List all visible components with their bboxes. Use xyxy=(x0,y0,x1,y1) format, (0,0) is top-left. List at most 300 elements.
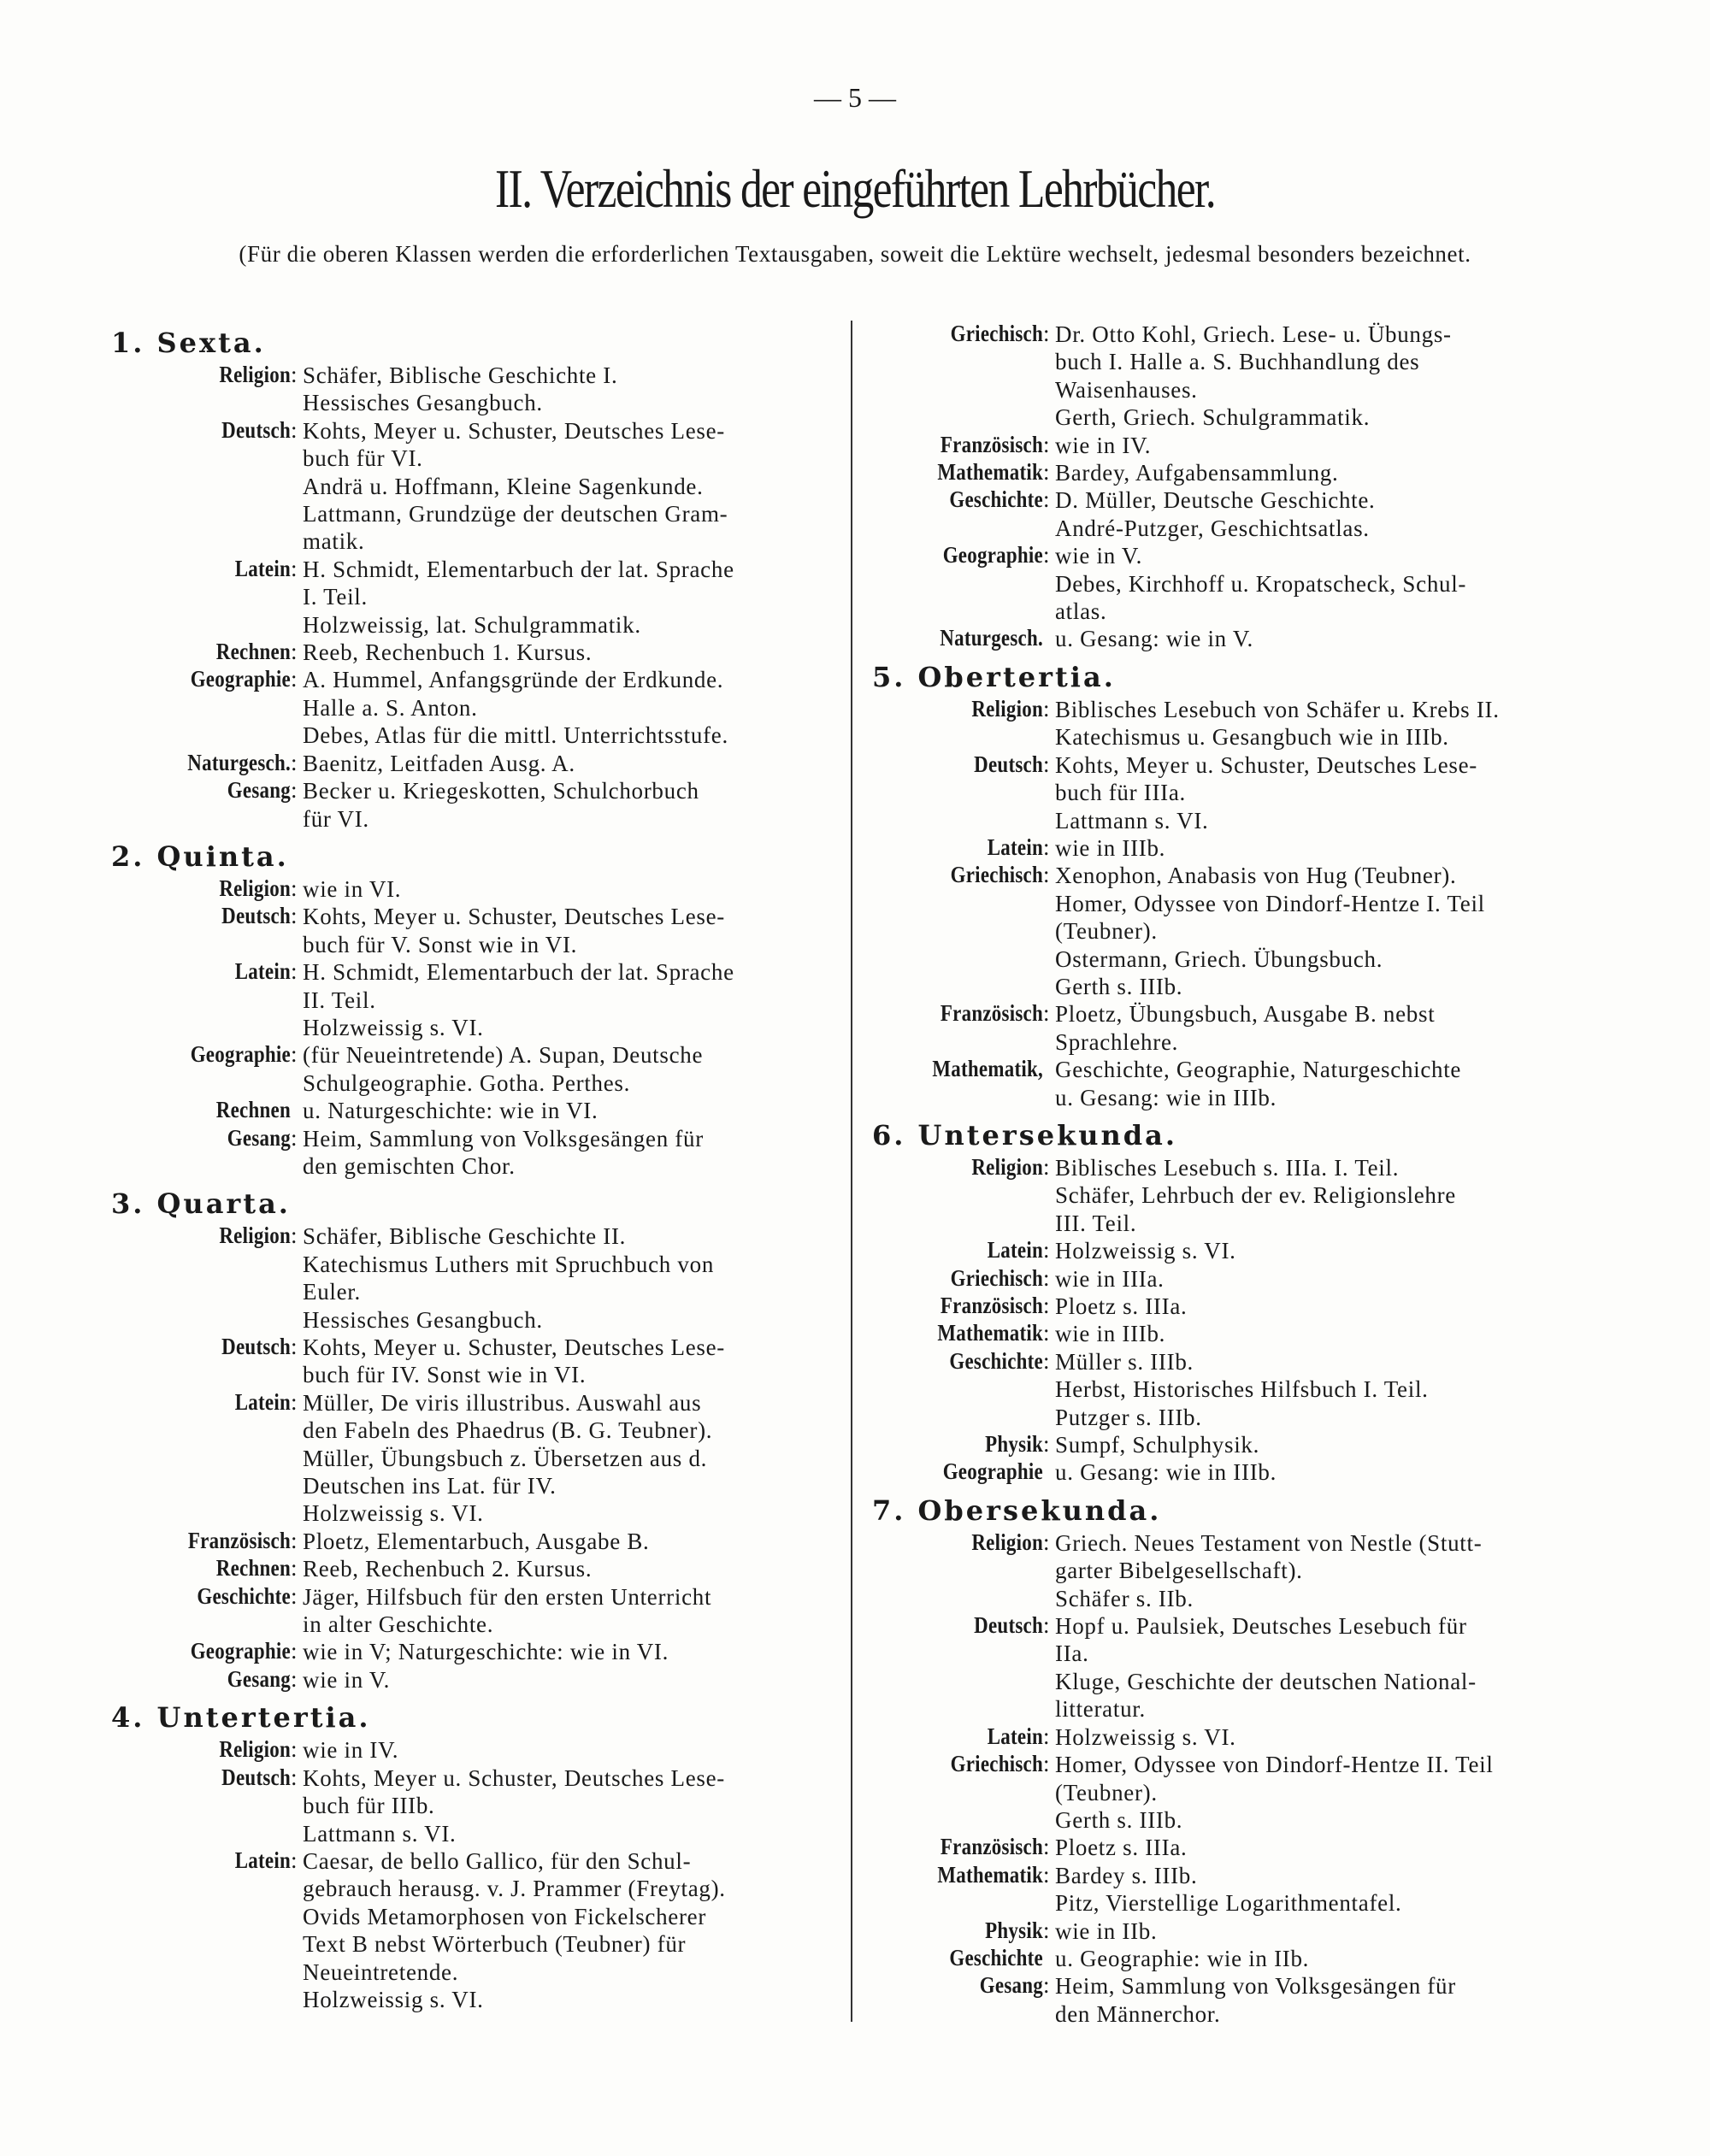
subject-colon: : xyxy=(291,362,298,387)
subject-entry xyxy=(872,1834,1595,1861)
book-line: Schulgeographie. Gotha. Perthes. xyxy=(303,1069,631,1096)
subject-colon: : xyxy=(1043,751,1050,777)
subject-colon: : xyxy=(1043,695,1050,722)
book-line: Müller, De viris illustribus. Auswahl aus xyxy=(303,1389,702,1416)
column-divider xyxy=(851,321,852,2022)
book-line: Heim, Sammlung von Volksgesängen für xyxy=(1055,1973,1456,2000)
book-line: den Fabeln des Phaedrus (B. G. Teubner). xyxy=(303,1417,713,1444)
subject-colon: : xyxy=(291,1736,298,1763)
book-line: Sprachlehre. xyxy=(1055,1028,1179,1055)
subject-colon: : xyxy=(1043,1320,1050,1346)
book-line: u. Gesang: wie in V. xyxy=(1055,626,1253,652)
subject-colon: : xyxy=(1043,834,1050,860)
book-line: Kluge, Geschichte der deutschen National- xyxy=(1055,1668,1477,1694)
book-list xyxy=(1055,1458,1595,1486)
class-section xyxy=(872,321,1595,653)
subject-entry xyxy=(872,625,1595,652)
section-heading: 4. Untertertia. xyxy=(111,1701,371,1735)
book-line: Holzweissig s. VI. xyxy=(303,1014,484,1040)
subject-colon xyxy=(1043,625,1055,652)
book-line: Pitz, Vierstellige Logarithmentafel. xyxy=(1055,1890,1402,1917)
book-line: Kohts, Meyer u. Schuster, Deutsches Lese- xyxy=(303,904,726,930)
subject-label: Religion xyxy=(219,1222,291,1249)
book-list xyxy=(1055,1431,1595,1458)
book-line: Gerth s. IIIb. xyxy=(1055,1806,1183,1833)
subject-colon: : xyxy=(291,1764,298,1790)
subject-colon: : xyxy=(291,1388,298,1415)
book-line: Gerth s. IIIb. xyxy=(1055,973,1183,999)
subject-entry xyxy=(111,1222,838,1334)
subject-entry xyxy=(872,1529,1595,1612)
subject-colon: : xyxy=(1043,1972,1050,1999)
subject-label: Geschichte xyxy=(949,1347,1043,1374)
subject-label: Religion xyxy=(219,875,291,901)
subject-label: Rechnen xyxy=(215,1555,291,1582)
book-list xyxy=(303,362,838,417)
subject-colon: : xyxy=(1043,1237,1050,1264)
subject-entry xyxy=(111,1097,838,1124)
book-line: litteratur. xyxy=(1055,1696,1146,1723)
subject-entry xyxy=(872,1320,1595,1347)
class-section xyxy=(111,1185,838,1694)
book-list xyxy=(303,1528,838,1555)
book-list xyxy=(1055,486,1595,542)
subject-entry xyxy=(111,1555,838,1582)
subject-colon: : xyxy=(291,1582,298,1609)
book-line: wie in IIIb. xyxy=(1055,1321,1166,1347)
book-line: Hessisches Gesangbuch. xyxy=(303,1306,543,1333)
subject-colon: : xyxy=(291,1124,298,1151)
book-line: Neueintretende. xyxy=(303,1959,459,1985)
book-line: u. Geographie: wie in IIb. xyxy=(1055,1945,1310,1971)
book-line: II. Teil. xyxy=(303,987,376,1013)
subject-label: Französisch xyxy=(940,1293,1043,1318)
subject-entry xyxy=(872,459,1595,486)
book-line: wie in IV. xyxy=(303,1737,399,1764)
book-line: Lattmann s. VI. xyxy=(1055,807,1209,834)
book-list xyxy=(1055,432,1595,459)
book-line: Sumpf, Schulphysik. xyxy=(1055,1432,1260,1458)
book-list xyxy=(1055,1862,1595,1917)
subject-label: Religion xyxy=(219,1736,291,1763)
subject-label: Griechisch xyxy=(950,1751,1043,1777)
book-list xyxy=(1055,834,1595,862)
subject-entry xyxy=(872,1056,1595,1111)
book-line: Holzweissig, lat. Schulgrammatik. xyxy=(303,611,641,638)
book-line: Deutschen ins Lat. für IV. xyxy=(303,1473,557,1499)
book-line: Becker u. Kriegeskotten, Schulchorbuch xyxy=(303,778,699,804)
subject-label: Geschichte xyxy=(197,1582,291,1609)
book-list xyxy=(1055,1529,1595,1612)
subject-label: Gesang xyxy=(979,1972,1043,1999)
subject-label: Latein xyxy=(234,1847,291,1873)
book-line: Debes, Kirchhoff u. Kropatscheck, Schul- xyxy=(1055,570,1467,597)
subject-colon: : xyxy=(291,875,298,901)
book-line: Schäfer, Biblische Geschichte I. xyxy=(303,362,618,388)
subject-label: Griechisch xyxy=(950,321,1043,346)
subject-label: Rechnen xyxy=(215,639,291,665)
subject-entry xyxy=(111,1847,838,2013)
book-line: Geschichte, Geographie, Naturgeschichte xyxy=(1055,1057,1462,1083)
subject-entry xyxy=(872,1154,1595,1237)
book-line: (Teubner). xyxy=(1055,1779,1158,1806)
class-section xyxy=(872,1116,1595,1487)
book-list xyxy=(303,1222,838,1334)
section-heading: 3. Quarta. xyxy=(111,1187,291,1221)
subject-colon: : xyxy=(1043,1347,1050,1374)
book-list xyxy=(1055,1320,1595,1347)
book-line: Biblisches Lesebuch von Schäfer u. Krebs II. xyxy=(1055,696,1500,722)
book-line: Reeb, Rechenbuch 1. Kursus. xyxy=(303,639,593,666)
subject-colon: : xyxy=(291,1665,298,1692)
book-line: Katechismus u. Gesangbuch wie in IIIb. xyxy=(1055,724,1449,751)
subject-label: Geographie xyxy=(190,666,291,692)
subject-entry xyxy=(872,1293,1595,1320)
subject-label: Griechisch xyxy=(950,1264,1043,1291)
subject-label: Deutsch xyxy=(221,903,291,929)
subject-colon xyxy=(1043,1056,1055,1111)
book-line: Putzger s. IIIb. xyxy=(1055,1404,1202,1430)
subject-entry xyxy=(872,1458,1595,1486)
section-heading: 1. Sexta. xyxy=(111,327,266,359)
subject-label: Griechisch xyxy=(950,862,1043,888)
subject-label: Latein xyxy=(234,555,291,581)
subject-entry xyxy=(872,432,1595,459)
class-section xyxy=(872,1492,1595,2028)
book-line: buch für V. Sonst wie in VI. xyxy=(303,931,578,957)
book-line: H. Schmidt, Elementarbuch der lat. Sprache xyxy=(303,959,734,986)
book-line: wie in IIIb. xyxy=(1055,834,1166,861)
subject-entry xyxy=(111,1666,838,1694)
subject-entry xyxy=(111,1583,838,1639)
subject-entry xyxy=(111,875,838,903)
subject-entry xyxy=(872,1917,1595,1945)
subject-entry xyxy=(872,1237,1595,1264)
book-list xyxy=(303,1666,838,1694)
book-line: gebrauch herausg. v. J. Prammer (Freytag). xyxy=(303,1876,726,1902)
book-list xyxy=(303,417,838,556)
book-line: Baenitz, Leitfaden Ausg. A. xyxy=(303,750,575,776)
subject-colon: : xyxy=(291,416,298,443)
right-column xyxy=(872,321,1595,2033)
book-line: Halle a. S. Anton. xyxy=(303,694,478,721)
subject-colon: : xyxy=(291,1555,298,1582)
subject-label: Französisch xyxy=(940,1834,1043,1860)
book-line: Schäfer s. IIb. xyxy=(1055,1585,1194,1611)
subject-colon: : xyxy=(291,903,298,929)
book-line: Ploetz s. IIIa. xyxy=(1055,1835,1188,1861)
subject-label: Deutsch xyxy=(221,416,291,443)
book-line: Herbst, Historisches Hilfsbuch I. Teil. xyxy=(1055,1376,1429,1403)
book-list xyxy=(1055,1056,1595,1111)
subject-colon: : xyxy=(291,958,298,985)
subject-label: Latein xyxy=(987,1237,1043,1264)
subject-label: Mathematik xyxy=(937,1861,1043,1888)
book-line: Ploetz s. IIIa. xyxy=(1055,1293,1188,1319)
subject-colon: : xyxy=(1043,1153,1050,1180)
book-list xyxy=(1055,1237,1595,1264)
subject-entry xyxy=(111,750,838,777)
book-list xyxy=(1055,1972,1595,2028)
book-line: Griech. Neues Testament von Nestle (Stutt- xyxy=(1055,1529,1483,1556)
book-line: Schäfer, Biblische Geschichte II. xyxy=(303,1223,627,1250)
subject-colon: : xyxy=(1043,1751,1050,1777)
subject-label: Naturgesch. xyxy=(187,749,291,775)
subject-entry xyxy=(111,958,838,1041)
book-line: u. Naturgeschichte: wie in VI. xyxy=(303,1098,598,1124)
class-section xyxy=(111,838,838,1180)
subject-colon xyxy=(1043,1458,1055,1486)
book-line: IIa. xyxy=(1055,1641,1089,1667)
book-list xyxy=(303,1555,838,1582)
subject-entry xyxy=(872,1945,1595,1972)
subject-colon: : xyxy=(291,1847,298,1873)
book-line: Bardey s. IIIb. xyxy=(1055,1862,1198,1888)
book-line: Katechismus Luthers mit Spruchbuch von xyxy=(303,1251,715,1277)
subject-colon: : xyxy=(1043,1293,1050,1318)
book-list xyxy=(303,1847,838,2013)
subject-colon: : xyxy=(1043,321,1050,346)
subject-label: Mathematik xyxy=(937,459,1043,486)
book-list xyxy=(303,903,838,958)
book-line: Xenophon, Anabasis von Hug (Teubner). xyxy=(1055,863,1457,889)
subtitle-note: (Für die oberen Klassen werden die erforderlichen Textausgaben, soweit die Lektüre wechselt, jedesmal besonders bezeichnet. xyxy=(239,241,1471,267)
subject-entry xyxy=(872,1751,1595,1834)
book-line: garter Bibelgesellschaft). xyxy=(1055,1558,1303,1584)
left-column xyxy=(111,321,838,2018)
subject-label: Gesang xyxy=(227,1124,291,1151)
book-list xyxy=(1055,751,1595,834)
book-list xyxy=(1055,1723,1595,1751)
page-number: — 5 — xyxy=(814,82,896,113)
book-list xyxy=(1055,1834,1595,1861)
subject-label: Latein xyxy=(987,834,1043,860)
book-list xyxy=(1055,1751,1595,1834)
book-line: III. Teil. xyxy=(1055,1210,1137,1236)
subject-entry xyxy=(872,1612,1595,1723)
subject-label: Religion xyxy=(971,695,1043,722)
book-list xyxy=(1055,1293,1595,1320)
subject-colon: : xyxy=(1043,1000,1050,1027)
subject-label: Physik xyxy=(985,1917,1043,1943)
book-line: Caesar, de bello Gallico, für den Schul- xyxy=(303,1847,692,1874)
subject-label: Gesang xyxy=(227,777,291,804)
subject-entry xyxy=(111,1528,838,1555)
book-line: matik. xyxy=(303,528,365,555)
subject-colon: : xyxy=(1043,1612,1050,1639)
subject-colon: : xyxy=(291,555,298,581)
subject-label: Französisch xyxy=(187,1527,291,1553)
book-list xyxy=(1055,1612,1595,1723)
subject-entry xyxy=(872,1265,1595,1293)
subject-colon: : xyxy=(1043,1431,1050,1458)
book-list xyxy=(1055,321,1595,432)
subject-entry xyxy=(872,834,1595,862)
book-line: Andrä u. Hoffmann, Kleine Sagenkunde. xyxy=(303,473,704,499)
book-line: Holzweissig s. VI. xyxy=(303,1500,484,1527)
book-line: Biblisches Lesebuch s. IIIa. I. Teil. xyxy=(1055,1154,1400,1181)
subject-label: Latein xyxy=(987,1723,1043,1749)
book-line: D. Müller, Deutsche Geschichte. xyxy=(1055,487,1376,514)
book-line: Heim, Sammlung von Volksgesängen für xyxy=(303,1125,704,1152)
book-line: Ovids Metamorphosen von Fickelscherer xyxy=(303,1903,707,1929)
book-line: Lattmann s. VI. xyxy=(303,1820,457,1847)
book-list xyxy=(303,639,838,666)
subject-entry xyxy=(111,903,838,958)
subject-entry xyxy=(111,666,838,749)
section-heading: 2. Quinta. xyxy=(111,839,289,873)
book-list xyxy=(303,1334,838,1389)
subject-entry xyxy=(872,1723,1595,1751)
book-line: Dr. Otto Kohl, Griech. Lese- u. Übungs- xyxy=(1055,321,1452,347)
subject-label: Religion xyxy=(219,362,291,387)
subject-label: Geschichte xyxy=(949,486,1043,513)
book-line: Schäfer, Lehrbuch der ev. Religionslehre xyxy=(1055,1182,1456,1209)
page-title: II. Verzeichnis der eingeführten Lehrbücher. xyxy=(494,159,1216,219)
subject-label: Physik xyxy=(985,1431,1043,1458)
subject-entry xyxy=(872,486,1595,542)
book-line: A. Hummel, Anfangsgründe der Erdkunde. xyxy=(303,667,724,693)
subject-colon: : xyxy=(1043,1917,1050,1943)
subject-entry xyxy=(111,1638,838,1665)
book-line: den gemischten Chor. xyxy=(303,1152,516,1179)
book-line: in alter Geschichte. xyxy=(303,1611,494,1638)
book-list xyxy=(303,958,838,1041)
book-list xyxy=(1055,542,1595,625)
book-list xyxy=(303,750,838,777)
subject-entry xyxy=(872,1000,1595,1056)
subject-entry xyxy=(872,321,1595,432)
subject-entry xyxy=(111,556,838,639)
book-line: H. Schmidt, Elementarbuch der lat. Sprache xyxy=(303,556,734,582)
subject-label: Deutsch xyxy=(974,1612,1043,1639)
subject-colon: : xyxy=(1043,459,1050,486)
book-list xyxy=(1055,1000,1595,1056)
class-section xyxy=(111,1699,838,2013)
subject-colon xyxy=(291,1097,303,1124)
book-line: (Teubner). xyxy=(1055,918,1158,945)
book-line: Hessisches Gesangbuch. xyxy=(303,390,543,416)
subject-colon: : xyxy=(1043,862,1050,888)
subject-entry xyxy=(872,1862,1595,1917)
subject-colon: : xyxy=(1043,1834,1050,1860)
book-list xyxy=(1055,459,1595,486)
book-list xyxy=(303,875,838,903)
subject-label: Deutsch xyxy=(221,1764,291,1790)
subject-colon: : xyxy=(291,1041,298,1068)
subject-label: Geschichte xyxy=(949,1944,1043,1970)
book-line: u. Gesang: wie in IIIb. xyxy=(1055,1459,1277,1486)
book-line: André-Putzger, Geschichtsatlas. xyxy=(1055,515,1370,541)
book-line: buch für IIIb. xyxy=(303,1793,435,1819)
subject-colon: : xyxy=(291,639,298,665)
subject-label: Gesang xyxy=(227,1665,291,1692)
book-line: Hopf u. Paulsiek, Deutsches Lesebuch für xyxy=(1055,1613,1467,1640)
book-list xyxy=(303,1097,838,1124)
book-line: atlas. xyxy=(1055,598,1107,625)
subject-entry xyxy=(111,1334,838,1389)
subject-label: Geographie xyxy=(942,1458,1043,1485)
book-line: wie in V. xyxy=(1055,543,1143,569)
subject-colon: : xyxy=(1043,1264,1050,1291)
book-line: Reeb, Rechenbuch 2. Kursus. xyxy=(303,1556,593,1582)
section-heading: 7. Obersekunda. xyxy=(872,1493,1162,1527)
book-list xyxy=(303,1389,838,1528)
book-line: Holzweissig s. VI. xyxy=(1055,1723,1236,1750)
book-list xyxy=(1055,862,1595,1000)
book-list xyxy=(1055,625,1595,652)
subject-colon: : xyxy=(291,1527,298,1553)
subject-colon: : xyxy=(1043,1861,1050,1888)
book-line: Müller, Übungsbuch z. Übersetzen aus d. xyxy=(303,1445,708,1471)
subject-label: Religion xyxy=(971,1153,1043,1180)
subject-label: Geographie xyxy=(942,542,1043,568)
book-line: Ploetz, Übungsbuch, Ausgabe B. nebst xyxy=(1055,1001,1436,1028)
subject-entry xyxy=(111,777,838,833)
book-list xyxy=(303,1638,838,1665)
subject-label: Latein xyxy=(234,958,291,985)
book-list xyxy=(1055,1917,1595,1945)
book-list xyxy=(1055,1945,1595,1972)
book-list xyxy=(1055,1348,1595,1431)
book-list xyxy=(303,556,838,639)
book-line: Bardey, Aufgabensammlung. xyxy=(1055,460,1339,486)
subject-colon: : xyxy=(1043,1723,1050,1749)
subject-entry xyxy=(872,1348,1595,1431)
section-heading: 5. Obertertia. xyxy=(872,660,1116,693)
book-line: (für Neueintretende) A. Supan, Deutsche xyxy=(303,1042,704,1069)
subject-entry xyxy=(111,362,838,417)
subject-colon: : xyxy=(291,1222,298,1249)
subject-entry xyxy=(872,542,1595,625)
book-line: Gerth, Griech. Schulgrammatik. xyxy=(1055,404,1371,431)
subject-colon: : xyxy=(291,1638,298,1664)
subject-label: Deutsch xyxy=(221,1334,291,1359)
book-list xyxy=(303,666,838,749)
book-list xyxy=(303,1764,838,1847)
subject-entry xyxy=(111,1736,838,1764)
book-line: wie in V; Naturgeschichte: wie in VI. xyxy=(303,1639,669,1665)
subject-label: Mathematik, xyxy=(932,1056,1043,1082)
subject-label: Mathematik xyxy=(937,1320,1043,1346)
book-line: Kohts, Meyer u. Schuster, Deutsches Lese- xyxy=(303,1334,726,1360)
subject-colon: : xyxy=(291,1334,298,1359)
subject-entry xyxy=(111,1389,838,1528)
book-line: wie in IV. xyxy=(1055,432,1152,458)
book-line: für VI. xyxy=(303,805,369,832)
subject-label: Rechnen xyxy=(215,1097,291,1123)
subject-colon: : xyxy=(291,749,298,775)
book-list xyxy=(303,777,838,833)
subject-entry xyxy=(872,1972,1595,2028)
subject-label: Geographie xyxy=(190,1041,291,1068)
subject-entry xyxy=(872,1431,1595,1458)
book-line: Kohts, Meyer u. Schuster, Deutsches Lese- xyxy=(303,417,726,444)
book-line: I. Teil. xyxy=(303,584,368,610)
book-line: Ostermann, Griech. Übungsbuch. xyxy=(1055,945,1383,972)
subject-entry xyxy=(111,1764,838,1847)
subject-colon: : xyxy=(291,666,298,692)
book-line: buch für VI. xyxy=(303,445,423,472)
book-line: Lattmann, Grundzüge der deutschen Gram- xyxy=(303,501,728,527)
book-line: Holzweissig s. VI. xyxy=(303,1986,484,2012)
book-line: wie in IIb. xyxy=(1055,1917,1158,1944)
section-heading: 6. Untersekunda. xyxy=(872,1118,1178,1152)
book-line: wie in VI. xyxy=(303,875,402,902)
subject-colon: : xyxy=(291,777,298,804)
book-list xyxy=(303,1583,838,1639)
subject-label: Französisch xyxy=(940,431,1043,457)
